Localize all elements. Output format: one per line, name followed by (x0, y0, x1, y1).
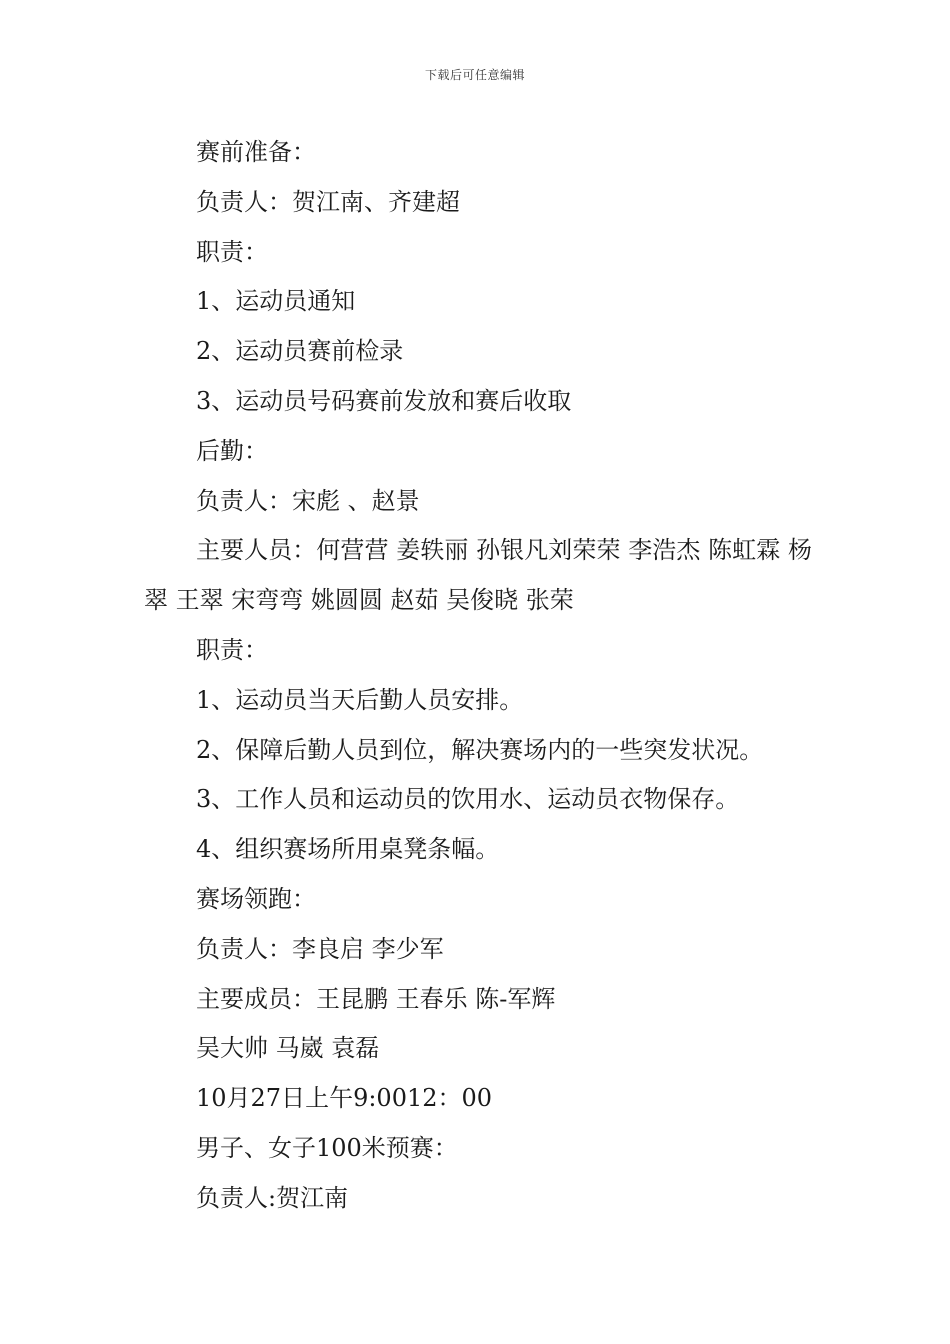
text-line: 负责人:贺江南 (196, 1183, 349, 1212)
page-header-note: 下载后可任意编辑 (424, 68, 525, 82)
text-line-date: 10月27日上午9:0012：00 (196, 1084, 493, 1113)
section-heading-pre-race: 赛前准备： (196, 138, 316, 166)
text-line: 1、运动员通知 (196, 287, 356, 316)
text-line: 2、运动员赛前检录 (196, 337, 404, 366)
text-line: 负责人：宋彪 、赵景 (196, 486, 420, 515)
text-line: 负责人：李良启 李少军 (196, 934, 444, 963)
text-line: 4、组织赛场所用桌凳条幅。 (196, 835, 500, 864)
text-line: 3、工作人员和运动员的饮用水、运动员衣物保存。 (196, 785, 740, 814)
section-heading-logistics: 后勤： (196, 436, 268, 465)
section-heading-pacers: 赛场领跑： (196, 884, 316, 913)
text-line: 3、运动员号码赛前发放和赛后收取 (196, 386, 572, 415)
text-paragraph-staff: 主要人员：何营营 姜轶丽 孙银凡刘荣荣 李浩杰 陈虹霖 杨翠 王翠 宋弯弯 姚圆圆 赵茹 吴俊晓 张荣 (144, 536, 812, 615)
section-heading-100m: 男子、女子100米预赛： (196, 1133, 458, 1162)
document-body (144, 128, 812, 1224)
text-line: 职责： (196, 635, 268, 664)
text-line: 1、运动员当天后勤人员安排。 (196, 685, 524, 714)
text-line: 主要成员：王昆鹏 王春乐 陈-军辉 (196, 984, 556, 1013)
text-line: 2、保障后勤人员到位，解决赛场内的一些突发状况。 (196, 735, 764, 764)
text-line: 吴大帅 马崴 袁磊 (196, 1034, 380, 1063)
text-line: 负责人：贺江南、齐建超 (196, 187, 460, 216)
text-line: 职责： (196, 237, 268, 266)
